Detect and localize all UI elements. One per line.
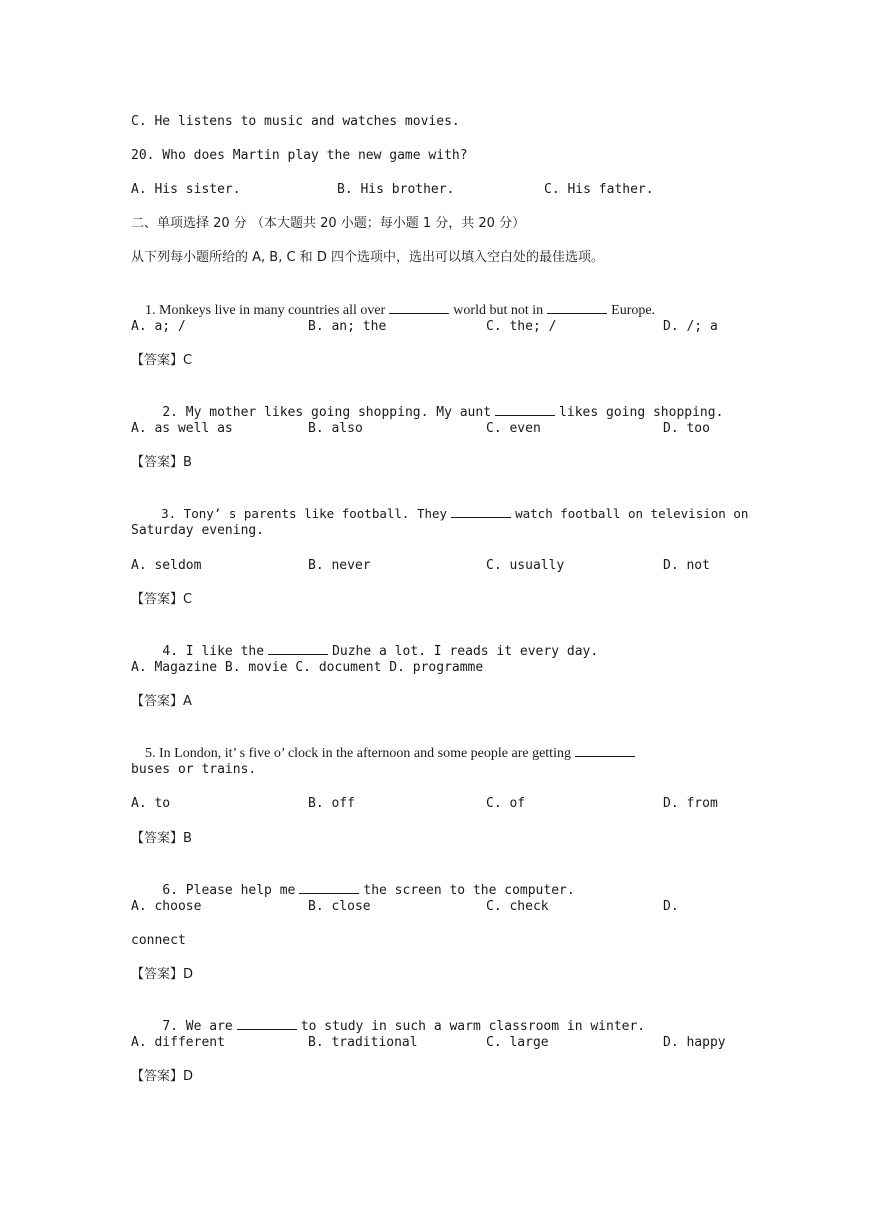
q2-option-c: C. even — [486, 421, 541, 436]
q6-option-d: D. — [663, 899, 679, 914]
q5-option-a: A. to — [131, 796, 171, 811]
q1-answer: 【答案】C — [131, 353, 193, 368]
q3-part-2: watch football on television on — [515, 506, 749, 521]
answer-blank — [389, 301, 449, 314]
answer-blank — [237, 1017, 297, 1030]
q2-part-2: likes going shopping. — [559, 405, 724, 420]
q7-part-1: 7. We are — [162, 1019, 233, 1034]
q7-option-d: D. happy — [663, 1035, 726, 1050]
q1-option-b: B. an; the — [308, 319, 387, 334]
q1-option-d: D. /; a — [663, 319, 718, 334]
q1-part-3: Europe. — [611, 303, 656, 318]
q4-answer: 【答案】A — [131, 694, 192, 709]
q2-option-b: B. also — [308, 421, 363, 436]
q5-option-d: D. from — [663, 796, 718, 811]
q2-option-d: D. too — [663, 421, 710, 436]
q2-option-a: A. as well as — [131, 421, 233, 436]
answer-blank — [575, 744, 635, 757]
answer-blank — [547, 301, 607, 314]
q3-part-1: 3. Tony’ s parents like football. They — [161, 506, 448, 521]
q7-option-b: B. traditional — [308, 1035, 418, 1050]
q20-stem: 20. Who does Martin play the new game with? — [131, 148, 468, 163]
q5-option-b: B. off — [308, 796, 355, 811]
q7-option-a: A. different — [131, 1035, 225, 1050]
q1-part-1: 1. Monkeys live in many countries all over — [145, 303, 386, 318]
q20-option-a: A. His sister. — [131, 182, 241, 197]
q4-part-2: Duzhe a lot. I reads it every day. — [332, 644, 599, 659]
q5-part-1: 5. In London, it’ s five o’ clock in the afternoon and some people are getting — [145, 746, 571, 761]
q3-option-b: B. never — [308, 558, 371, 573]
q6-part-1: 6. Please help me — [162, 883, 296, 898]
q1-option-c: C. the; / — [486, 319, 557, 334]
answer-blank — [495, 403, 555, 416]
q4-options: A. Magazine B. movie C. document D. programme — [131, 660, 484, 675]
q6-answer: 【答案】D — [131, 967, 194, 982]
q20-option-c: C. His father. — [544, 182, 654, 197]
q7-option-c: C. large — [486, 1035, 549, 1050]
q4-part-1: 4. I like the — [162, 644, 265, 659]
section-heading: 二、单项选择 20 分 （本大题共 20 小题；每小题 1 分，共 20 分） — [131, 216, 526, 231]
q6-option-c: C. check — [486, 899, 549, 914]
q5-answer: 【答案】B — [131, 831, 192, 846]
q3-answer: 【答案】C — [131, 592, 193, 607]
q5-continuation: buses or trains. — [131, 762, 257, 777]
q1-part-2: world but not in — [453, 303, 544, 318]
answer-blank — [299, 881, 359, 894]
q3-option-a: A. seldom — [131, 558, 202, 573]
q6-option-a: A. choose — [131, 899, 202, 914]
q2-part-1: 2. My mother likes going shopping. My aunt — [162, 405, 492, 420]
q7-answer: 【答案】D — [131, 1069, 194, 1084]
q19-option-c: C. He listens to music and watches movies. — [131, 114, 460, 129]
q3-option-c: C. usually — [486, 558, 565, 573]
q6-option-d-wrap: connect — [131, 933, 186, 948]
q5-option-c: C. of — [486, 796, 526, 811]
q20-option-b: B. His brother. — [337, 182, 455, 197]
q6-part-2: the screen to the computer. — [363, 883, 575, 898]
answer-blank — [268, 642, 328, 655]
q7-part-2: to study in such a warm classroom in winter. — [300, 1019, 646, 1034]
q1-option-a: A. a; / — [131, 319, 186, 334]
section-instruction: 从下列每小题所给的 A, B, C 和 D 四个选项中，选出可以填入空白处的最佳选项。 — [131, 250, 604, 265]
question-1 — [131, 285, 655, 335]
q2-answer: 【答案】B — [131, 455, 192, 470]
q6-option-b: B. close — [308, 899, 371, 914]
answer-blank — [451, 505, 511, 518]
q3-continuation: Saturday evening. — [131, 523, 265, 538]
q3-option-d: D. not — [663, 558, 710, 573]
